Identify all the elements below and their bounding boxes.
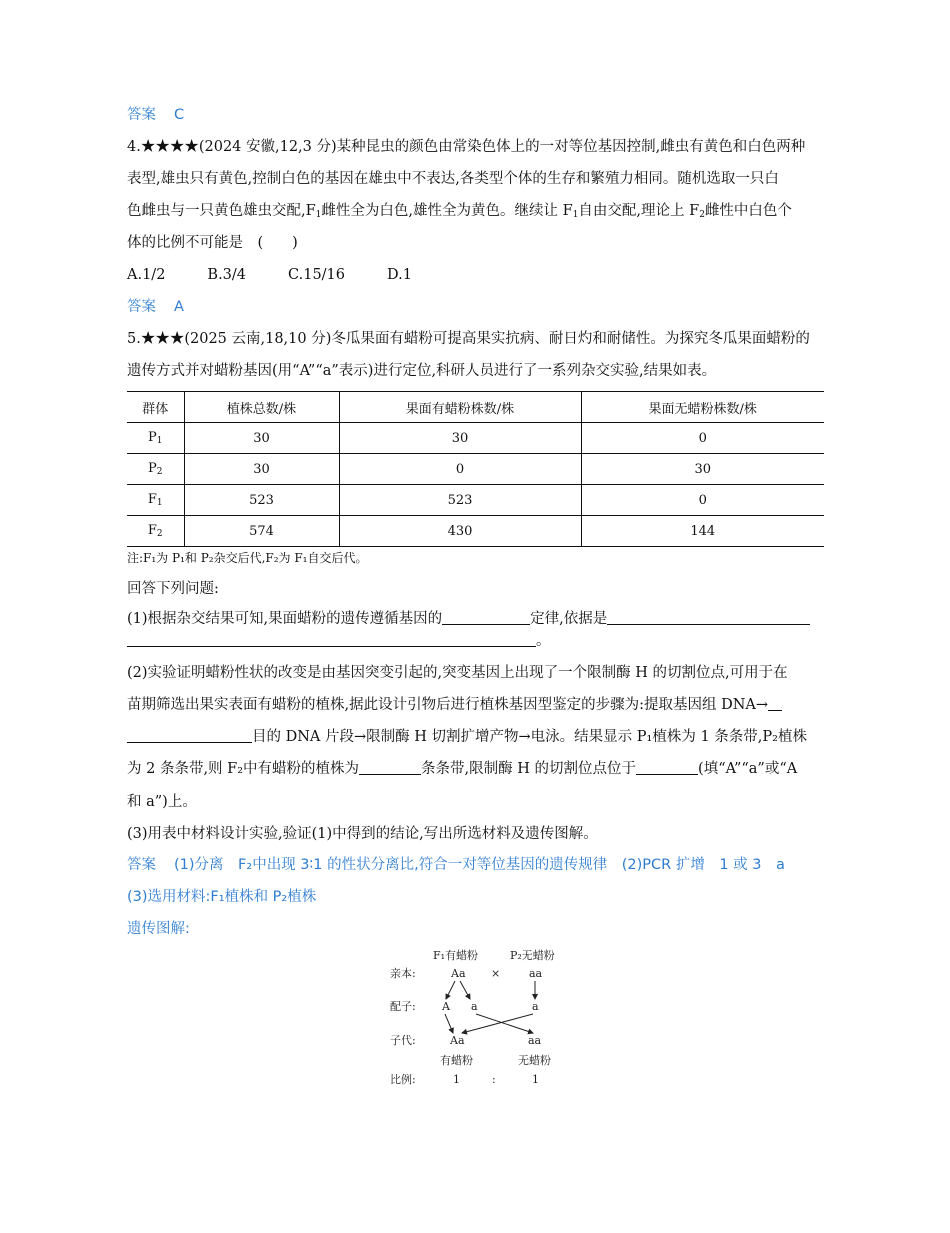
row-label-parents: 亲本: [390, 967, 416, 980]
cell-with: 430 [339, 516, 581, 547]
col-header: 植株总数/株 [184, 392, 339, 423]
q5-part-1-cont: 。 [127, 631, 551, 651]
q5-part-2-line-2: 苗期筛选出果实表面有蜡粉的植株,据此设计引物后进行植株基因型鉴定的步骤为:提取基因组 DNA→ [127, 695, 782, 715]
cell-group: $P_1$ [127, 423, 184, 454]
q5-answer-line-3: 遗传图解: [127, 921, 190, 937]
col-header: 果面有蜡粉株数/株 [339, 392, 581, 423]
ratio-2: 1 [532, 1073, 539, 1086]
arrow [460, 981, 470, 999]
arrow [445, 1014, 453, 1033]
option-b: B.3/4 [207, 267, 247, 283]
option-a: A.1/2 [127, 267, 166, 283]
parent2-label: P₂无蜡粉 [510, 949, 555, 962]
p1-genotype: Aa [451, 967, 466, 980]
q4-line-4: 体的比例不可能是 ( ) [127, 235, 298, 251]
q5-line-1: 5.★★★(2025 云南,18,10 分)冬瓜果面有蜡粉可提高果实抗病、耐日灼和耐储性。为探究冬瓜果面蜡粉的 [127, 331, 810, 347]
cell-without: 0 [581, 423, 824, 454]
gamete-A: A [442, 1000, 450, 1013]
table-row [127, 454, 824, 485]
cell-with: 523 [339, 485, 581, 516]
fill-blank[interactable] [359, 759, 421, 775]
cell-with: 30 [339, 423, 581, 454]
q5-part-3: (3)用表中材料设计实验,验证(1)中得到的结论,写出所选材料及遗传图解。 [127, 826, 598, 842]
answer-value: C [174, 107, 185, 123]
q4-line-3: 色雌虫与一只黄色雄虫交配$,F_1$雌性全为白色,雄性全为黄色。继续让 $F_1$自由交配,理论上 $F_2$雌性中白色个 [127, 203, 792, 220]
col-header: 群体 [127, 392, 184, 423]
row-label-offspring: 子代: [390, 1034, 416, 1047]
q4-options [127, 265, 454, 285]
q5-part-2-line-1: (2)实验证明蜡粉性状的改变是由基因突变引起的,突变基因上出现了一个限制酶 H 的切割位点,可用于在 [127, 665, 788, 681]
table-header-row [127, 392, 824, 423]
q4-line-2: 表型,雄虫只有黄色,控制白色的基因在雄虫中不表达,各类型个体的生存和繁殖力相同。随机选取一只白 [127, 171, 779, 187]
option-c: C.15/16 [288, 267, 346, 283]
fill-blank[interactable] [607, 609, 810, 625]
row-label-gametes: 配子: [390, 1000, 416, 1013]
answer-label: 答案 [127, 107, 156, 123]
fill-blank[interactable] [442, 609, 530, 625]
q5-answer-line-1: 答案 (1)分离 F₂中出现 3∶1 的性状分离比,符合一对等位基因的遗传规律 (2)PCR 扩增 1 或 3 a [127, 857, 785, 873]
arrow [446, 981, 455, 999]
col-header: 果面无蜡粉株数/株 [581, 392, 824, 423]
offspring2-phenotype: 无蜡粉 [518, 1054, 551, 1067]
parent1-label: F₁有蜡粉 [433, 949, 479, 962]
table-row [127, 423, 824, 454]
q5-answer-line-2: (3)选用材料:F₁植株和 P₂植株 [127, 889, 317, 905]
p2-genotype: aa [529, 967, 543, 980]
cell-without: 30 [581, 454, 824, 485]
answer-value: A [174, 299, 184, 315]
offspring1-phenotype: 有蜡粉 [440, 1054, 473, 1067]
cell-group: $F_2$ [127, 516, 184, 547]
offspring2-genotype: aa [528, 1034, 542, 1047]
offspring1-genotype: Aa [450, 1034, 465, 1047]
q5-part-2-line-4: 为 2 条条带,则 F₂中有蜡粉的植株为 条条带,限制酶 H 的切割位点位于 (填“A”“a”或“A [127, 761, 798, 777]
cell-without: 144 [581, 516, 824, 547]
fill-blank[interactable] [127, 727, 252, 743]
q3-answer [127, 105, 184, 125]
answer-label: 答案 [127, 299, 156, 315]
genetic-diagram [390, 944, 570, 1089]
answer-label: 答案 [127, 857, 156, 873]
table-row [127, 516, 824, 547]
ratio-1: 1 [453, 1073, 460, 1086]
option-d: D.1 [387, 267, 412, 283]
cell-total: 30 [184, 454, 339, 485]
fill-blank[interactable] [127, 631, 536, 647]
cell-total: 574 [184, 516, 339, 547]
results-table [127, 391, 824, 547]
arrow [462, 1014, 533, 1033]
table-note: 注:F₁为 P₁和 P₂杂交后代,F₂为 F₁自交后代。 [127, 551, 368, 565]
q5-line-2: 遗传方式并对蜡粉基因(用“A”“a”表示)进行定位,科研人员进行了一系列杂交实验,结果如表。 [127, 363, 717, 379]
fill-blank[interactable] [636, 759, 698, 775]
q5-prompt: 回答下列问题: [127, 581, 219, 597]
row-label-ratio: 比例: [390, 1073, 416, 1086]
cell-without: 0 [581, 485, 824, 516]
cell-total: 30 [184, 423, 339, 454]
cell-total: 523 [184, 485, 339, 516]
q4-answer [127, 297, 184, 317]
cell-with: 0 [339, 454, 581, 485]
q5-part-2-line-3: 目的 DNA 片段→限制酶 H 切割扩增产物→电泳。结果显示 P₁植株为 1 条条带,P₂植株 [127, 727, 807, 747]
q5-part-2-line-5: 和 a”)上。 [127, 794, 197, 810]
fill-blank[interactable] [768, 695, 782, 711]
q5-part-1: (1)根据杂交结果可知,果面蜡粉的遗传遵循基因的 定律,依据是 [127, 609, 810, 629]
table-row [127, 485, 824, 516]
arrow [476, 1014, 533, 1033]
cell-group: $F_1$ [127, 485, 184, 516]
cross-symbol: × [491, 967, 501, 980]
gamete-a: a [471, 1000, 478, 1013]
ratio-separator: : [492, 1073, 496, 1086]
cell-group: $P_2$ [127, 454, 184, 485]
q4-line-1: 4.★★★★(2024 安徽,12,3 分)某种昆虫的颜色由常染色体上的一对等位基因控制,雌虫有黄色和白色两种 [127, 139, 806, 155]
gamete-a: a [532, 1000, 539, 1013]
